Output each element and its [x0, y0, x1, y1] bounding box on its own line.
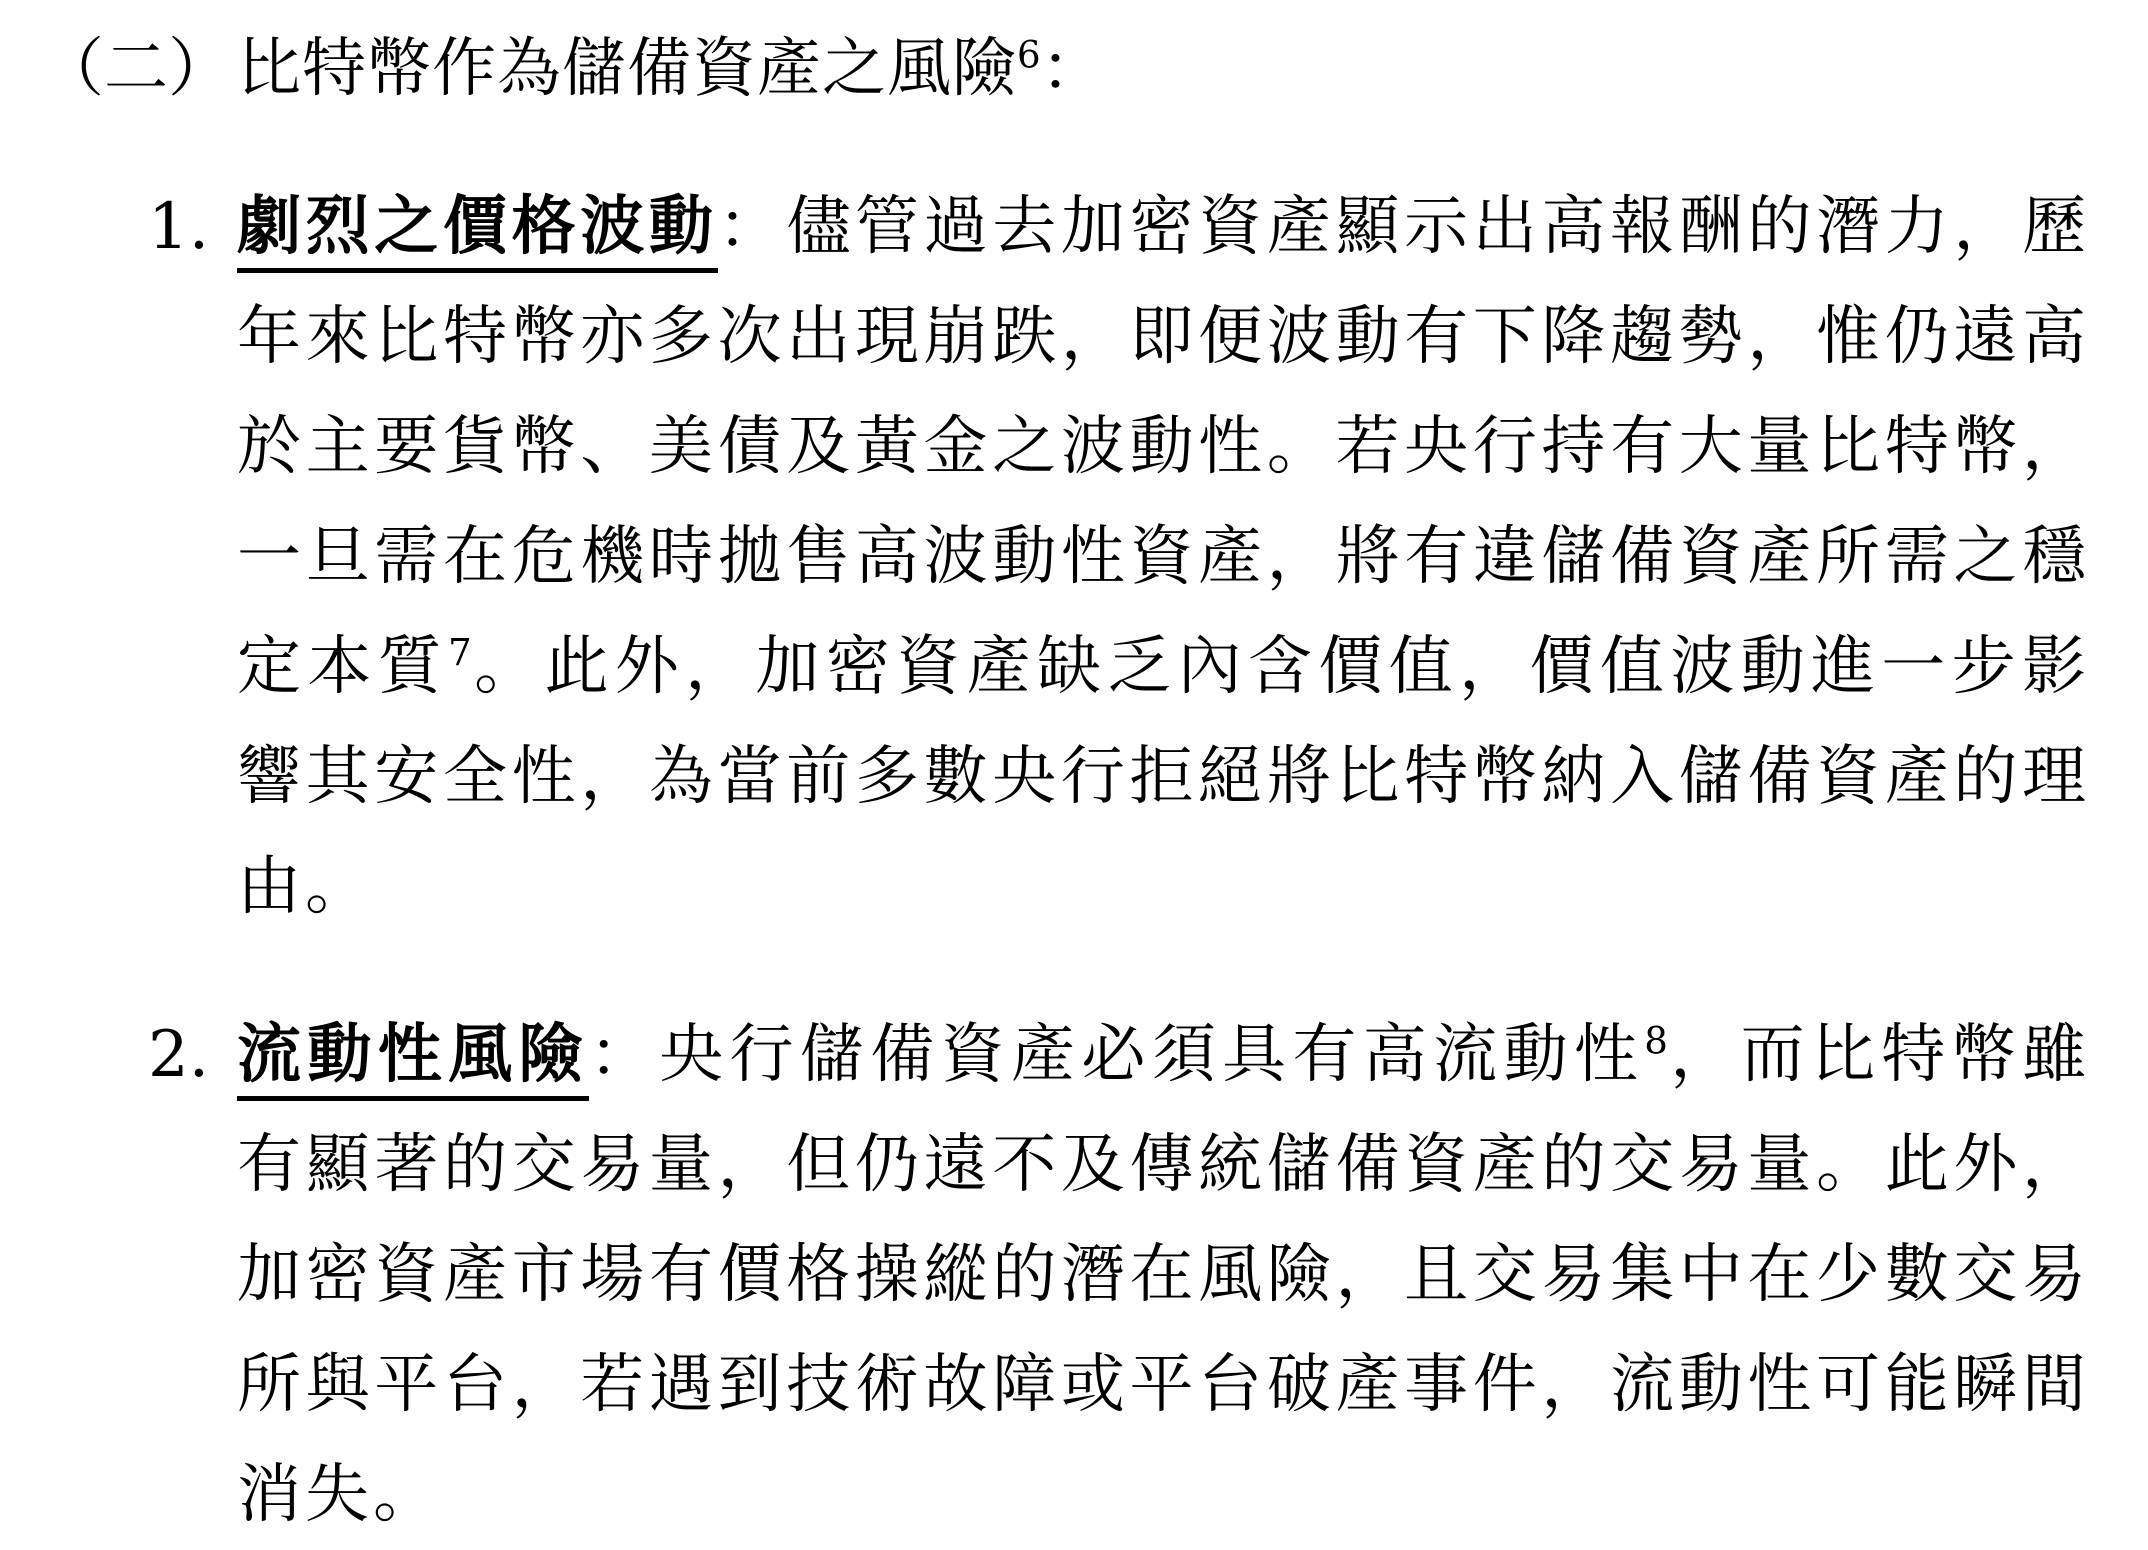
item-number: 2.: [148, 1018, 210, 1092]
item-body: [237, 1000, 2090, 1550]
list-item: [40, 1000, 2090, 1550]
item-body-text: 儘管過去加密資產顯示出高報酬的潛力，歷年來比特幣亦多次出現崩跌，即便波動有下降趨勢，惟仍遠高於主要貨幣、美債及黃金之波動性。若央行持有大量比特幣，一旦需在危機時拋售高波動性資產，將有違儲備資產所需之穩定本質: [237, 190, 2091, 704]
item-term-colon: ：: [717, 190, 787, 264]
item-body-text: 央行儲備資產必須具有高流動性: [659, 1018, 1645, 1092]
section-title-text: 比特幣作為儲備資產之風險: [237, 32, 1017, 106]
section-marker: （二）: [40, 32, 232, 106]
section-title-colon: ：: [1040, 32, 1106, 106]
footnote-ref-6: 6: [1017, 33, 1041, 77]
item-number: 1.: [148, 190, 210, 264]
footnote-ref-7: 7: [448, 631, 472, 675]
item-body: [237, 172, 2090, 942]
item-body-text: ，而比特幣雖有顯著的交易量，但仍遠不及傳統儲備資產的交易量。此外，加密資產市場有價格操縱的潛在風險，且交易集中在少數交易所與平台，若遇到技術故障或平台破產事件，流動性可能瞬間消失。: [237, 1018, 2091, 1532]
item-term-colon: ：: [588, 1018, 660, 1092]
footnote-ref-8: 8: [1644, 1019, 1668, 1063]
list-item: [40, 172, 2090, 942]
item-body-text: 。此外，加密資產缺乏內含價值，價值波動進一步影響其安全性，為當前多數央行拒絕將比特幣納入儲備資產的理由。: [237, 630, 2091, 924]
item-term: 劇烈之價格波動: [237, 189, 718, 273]
section-heading: [40, 14, 2090, 124]
item-term: 流動性風險: [237, 1017, 589, 1101]
section-title: [237, 14, 1106, 124]
